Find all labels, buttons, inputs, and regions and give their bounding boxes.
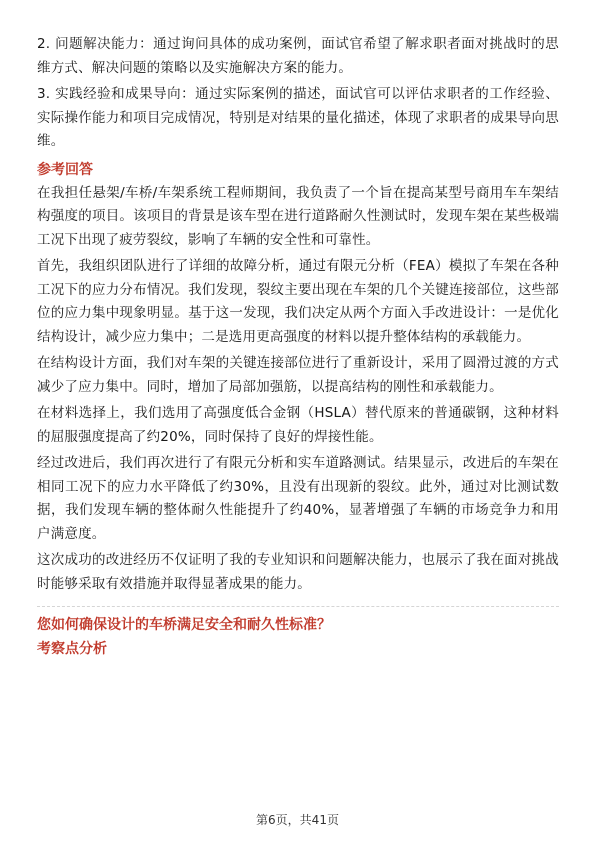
answer-paragraph: 在材料选择上，我们选用了高强度低合金钢（HSLA）替代原来的普通碳钢，这种材料的屈服强度提高了约20%，同时保持了良好的焊接性能。 <box>37 405 559 445</box>
point-problem-solving: 2. 问题解决能力：通过询问具体的成功案例，面试官希望了解求职者面对挑战时的思维方式、解决问题的策略以及实施解决方案的能力。 <box>37 36 559 76</box>
answer-paragraph: 在结构设计方面，我们对车架的关键连接部位进行了重新设计，采用了圆滑过渡的方式减少了应力集中。同时，增加了局部加强筋，以提高结构的刚性和承载能力。 <box>37 355 559 395</box>
question-title: 您如何确保设计的车桥满足安全和耐久性标准？ <box>37 617 331 633</box>
answer-paragraph: 首先，我组织团队进行了详细的故障分析，通过有限元分析（FEA）模拟了车架在各种工况下的应力分布情况。我们发现，裂纹主要出现在车架的几个关键连接部位，这些部位的应力集中现象明显。基于这一发现，我们决定从两个方面入手改进设计：一是优化结构设计，减少应力集中；二是选用更高强度的材料以提升整体结构的承载能力。 <box>37 258 559 345</box>
answer-paragraph: 在我担任悬架/车桥/车架系统工程师期间，我负责了一个旨在提高某型号商用车车架结构强度的项目。该项目的背景是该车型在进行道路耐久性测试时，发现车架在某些极端工况下出现了疲劳裂纹，影响了车辆的安全性和可靠性。 <box>37 184 559 248</box>
page-number: 第6页，共41页 <box>256 813 339 827</box>
analysis-heading: 考察点分析 <box>37 641 107 657</box>
answer-heading: 参考回答 <box>37 161 93 178</box>
answer-paragraph: 这次成功的改进经历不仅证明了我的专业知识和问题解决能力，也展示了我在面对挑战时能够采取有效措施并取得显著成果的能力。 <box>37 552 559 592</box>
point-practical-experience: 3. 实践经验和成果导向：通过实际案例的描述，面试官可以评估求职者的工作经验、实际操作能力和项目完成情况，特别是对结果的量化描述，体现了求职者的成果导向思维。 <box>37 86 559 149</box>
answer-paragraph: 经过改进后，我们再次进行了有限元分析和实车道路测试。结果显示，改进后的车架在相同工况下的应力水平降低了约30%，且没有出现新的裂纹。此外，通过对比测试数据，我们发现车辆的整体耐久性能提升了约40%，显著增强了车辆的市场竞争力和用户满意度。 <box>37 455 559 542</box>
section-divider <box>37 606 559 607</box>
page-content <box>37 33 559 661</box>
